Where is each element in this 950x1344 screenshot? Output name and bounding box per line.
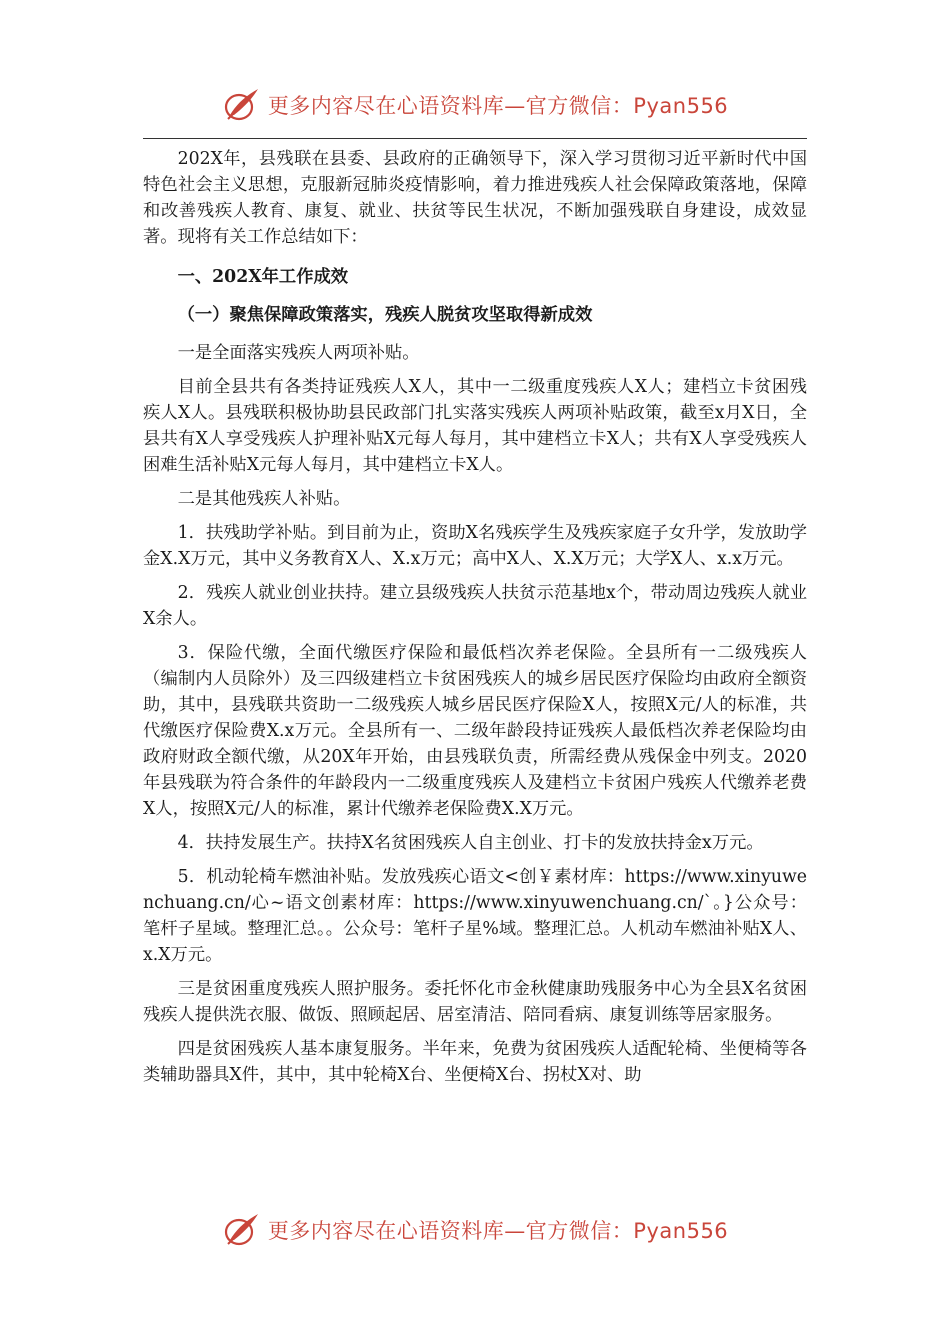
quill-logo-icon xyxy=(222,85,262,125)
intro-paragraph: 202X年，县残联在县委、县政府的正确领导下，深入学习贯彻习近平新时代中国特色社会主义思想，克服新冠肺炎疫情影响，着力推进残疾人社会保障政策落地，保障和改善残疾人教育、康复、就业、扶贫等民生状况，不断加强残联自身建设，成效显著。现将有关工作总结如下： xyxy=(143,149,807,247)
header-divider xyxy=(143,138,807,139)
sub-item-4: 4．扶持发展生产。扶持X名贫困残疾人自主创业、打卡的发放扶持金x万元。 xyxy=(177,833,764,853)
banner-text: 更多内容尽在心语资料库—官方微信：Pyan556 xyxy=(267,1219,729,1243)
sub-item-5: 5．机动轮椅车燃油补贴。发放残疾心语文<创￥素材库：https://www.xinyuwenchuang.cn/心~语文创素材库：https://www.xinyuwenchuang.cn/`。}公众号：笔杆子星域。整理汇总。。公众号：笔杆子星%域。整理汇总。人机动车燃油补贴X人、x.X万元。 xyxy=(143,867,807,965)
header-banner xyxy=(0,83,950,127)
sub-item-2: 2．残疾人就业创业扶持。建立县级残疾人扶贫示范基地x个，带动周边残疾人就业X余人。 xyxy=(143,583,807,629)
item1-title: 一是全面落实残疾人两项补贴。 xyxy=(177,343,420,363)
item4-paragraph: 四是贫困残疾人基本康复服务。半年来，免费为贫困残疾人适配轮椅、坐便椅等各类辅助器具X件，其中，其中轮椅X台、坐便椅X台、拐杖X对、助 xyxy=(143,1039,807,1085)
banner-text: 更多内容尽在心语资料库—官方微信：Pyan556 xyxy=(267,94,729,118)
footer-banner xyxy=(0,1208,950,1252)
item3-paragraph: 三是贫困重度残疾人照护服务。委托怀化市金秋健康助残服务中心为全县X名贫困残疾人提供洗衣服、做饭、照顾起居、居室清洁、陪同看病、康复训练等居家服务。 xyxy=(143,979,807,1025)
item2-title: 二是其他残疾人补贴。 xyxy=(177,489,351,509)
document-body xyxy=(143,146,807,1088)
section-heading: 一、202X年工作成效 xyxy=(177,267,349,287)
sub-item-1: 1．扶残助学补贴。到目前为止，资助X名残疾学生及残疾家庭子女升学，发放助学金X.X万元，其中义务教育X人、X.x万元；高中X人、X.X万元；大学X人、x.x万元。 xyxy=(143,523,807,569)
item1-body: 目前全县共有各类持证残疾人X人，其中一二级重度残疾人X人；建档立卡贫困残疾人X人。县残联积极协助县民政部门扎实落实残疾人两项补贴政策，截至x月X日，全县共有X人享受残疾人护理补贴X元每人每月，其中建档立卡X人；共有X人享受残疾人困难生活补贴X元每人每月，其中建档立卡X人。 xyxy=(143,377,807,475)
sub-item-3: 3．保险代缴，全面代缴医疗保险和最低档次养老保险。全县所有一二级残疾人（编制内人员除外）及三四级建档立卡贫困残疾人的城乡居民医疗保险均由政府全额资助，其中，县残联共资助一二级残疾人城乡居民医疗保险X人，按照X元/人的标准，共代缴医疗保险费X.x万元。全县所有一、二级年龄段持证残疾人最低档次养老保险均由政府财政全额代缴，从20X年开始，由县残联负责，所需经费从残保金中列支。2020年县残联为符合条件的年龄段内一二级重度残疾人及建档立卡贫困户残疾人代缴养老费X人，按照X元/人的标准，累计代缴养老保险费X.X万元。 xyxy=(143,643,807,819)
quill-logo-icon xyxy=(222,1210,262,1250)
subsection-heading: （一）聚焦保障政策落实，残疾人脱贫攻坚取得新成效 xyxy=(177,305,593,325)
